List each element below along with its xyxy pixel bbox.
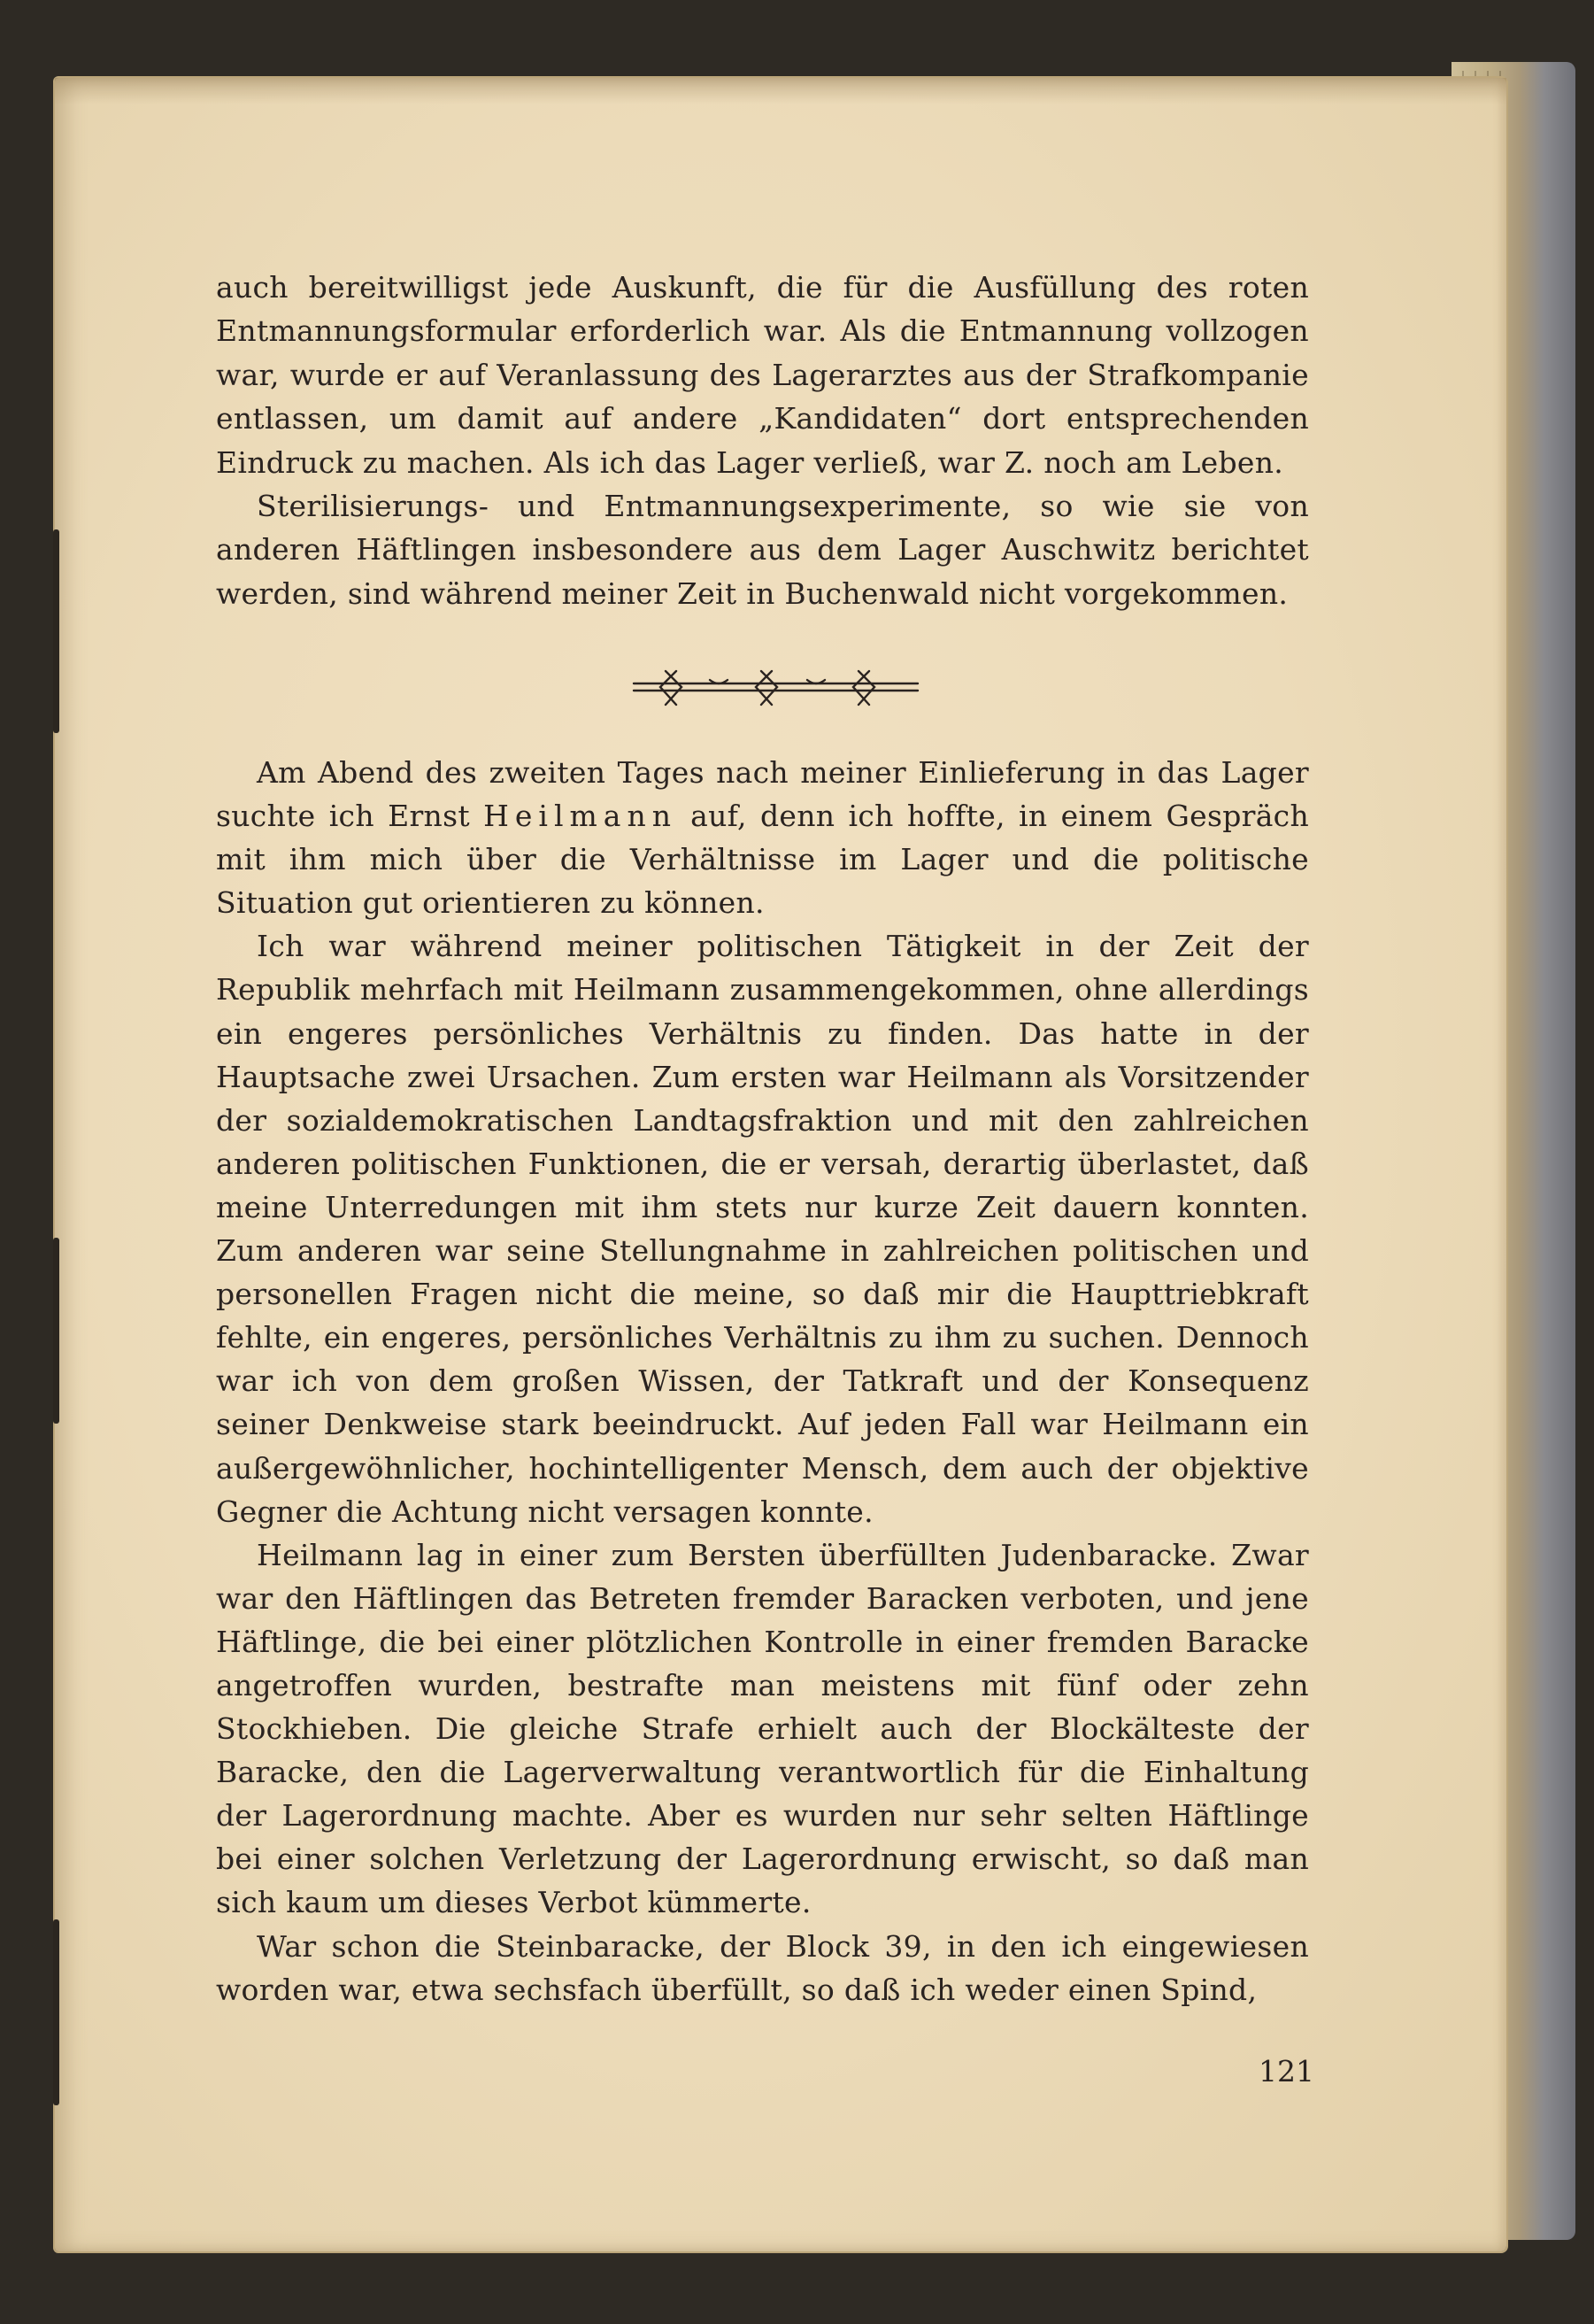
page-number: 121 xyxy=(1259,2054,1314,2089)
intro-text: Am Abend des zweiten Tages nach meiner Einlieferung in das Lager suchte ich Ernst xyxy=(216,755,1309,834)
top-text-block xyxy=(216,266,1309,615)
paragraph-steinbaracke: War schon die Steinbaracke, der Block 39, in den ich eingewiesen worden war, etwa sechsfach überfüllt, so daß ich weder einen Spind, xyxy=(216,1928,1309,2007)
binding-mark xyxy=(53,1919,59,2105)
intro-text-rest: auf, denn ich hoffte, in einem Gespräch mit ihm mich über die Verhältnisse im Lager und die politische Situation gut orientieren zu können. xyxy=(216,799,1309,921)
binding-mark xyxy=(53,529,59,733)
paragraph-political-activity: Ich war während meiner politischen Tätigkeit in der Zeit der Republik mehrfach mit Heilmann zusammengekommen, ohne allerdings ein engeres persönliches Verhältnis zu finden. Das hatte in der Hauptsache zwei Ursachen. Zum ersten war Heilmann als Vorsitzender der sozialdemokratischen Landtagsfraktion und mit den zahlreichen anderen politischen Funktionen, die er versah, derartig überlastet, daß meine Unterredungen mit ihm stets nur kurze Zeit dauern konnten. Zum anderen war seine Stellungnahme in zahlreichen politischen und personellen Fragen nicht die meine, so daß mir die Haupttriebkraft fehlte, ein engeres, persönliches Verhältnis zu ihm zu suchen. Dennoch war ich von dem großen Wissen, der Tatkraft und der Konsequenz seiner Denkweise stark beeindruckt. Auf jeden Fall war Heilmann ein außergewöhnlicher, hochintelligenter Mensch, dem auch der objektive Gegner die Achtung nicht versagen konnte. xyxy=(216,929,1309,1529)
binding-mark xyxy=(53,1238,59,1424)
paragraph-sterilization: Sterilisierungs- und Entmannungsexperimente, so wie sie von anderen Häftlingen insbesondere aus dem Lager Auschwitz berichtet werden, sind während meiner Zeit in Buchenwald nicht vorgekommen. xyxy=(216,489,1309,611)
paragraph-continuation: auch bereitwilligst jede Auskunft, die für die Ausfüllung des roten Entmannungsformular erforderlich war. Als die Entmannung vollzogen war, wurde er auf Veranlassung des Lagerarztes aus der Strafkompanie entlassen, um damit auf andere „Kandidaten“ dort entsprechenden Eindruck zu machen. Als ich das Lager verließ, war Z. noch am Leben. xyxy=(216,270,1309,480)
spaced-name: Heilmann xyxy=(483,799,677,834)
section-divider-ornament xyxy=(630,666,922,710)
paragraph-judenbaracke: Heilmann lag in einer zum Bersten überfüllten Judenbaracke. Zwar war den Häftlingen das Betreten fremder Baracken verboten, und jene Häftlinge, die bei einer plötzlichen Kontrolle in einer fremden Baracke angetroffen wurden, bestrafte man meistens mit fünf oder zehn Stockhieben. Die gleiche Strafe erhielt auch der Blockälteste der Baracke, den die Lagerverwaltung verantwortlich für die Einhaltung der Lagerordnung machte. Aber es wurden nur sehr selten Häftlinge bei einer solchen Verletzung der Lagerordnung erwischt, so daß man sich kaum um dieses Verbot kümmerte. xyxy=(216,1537,1309,1920)
main-text-block xyxy=(216,751,1309,2011)
paragraph-heilmann-visit xyxy=(216,751,1309,924)
